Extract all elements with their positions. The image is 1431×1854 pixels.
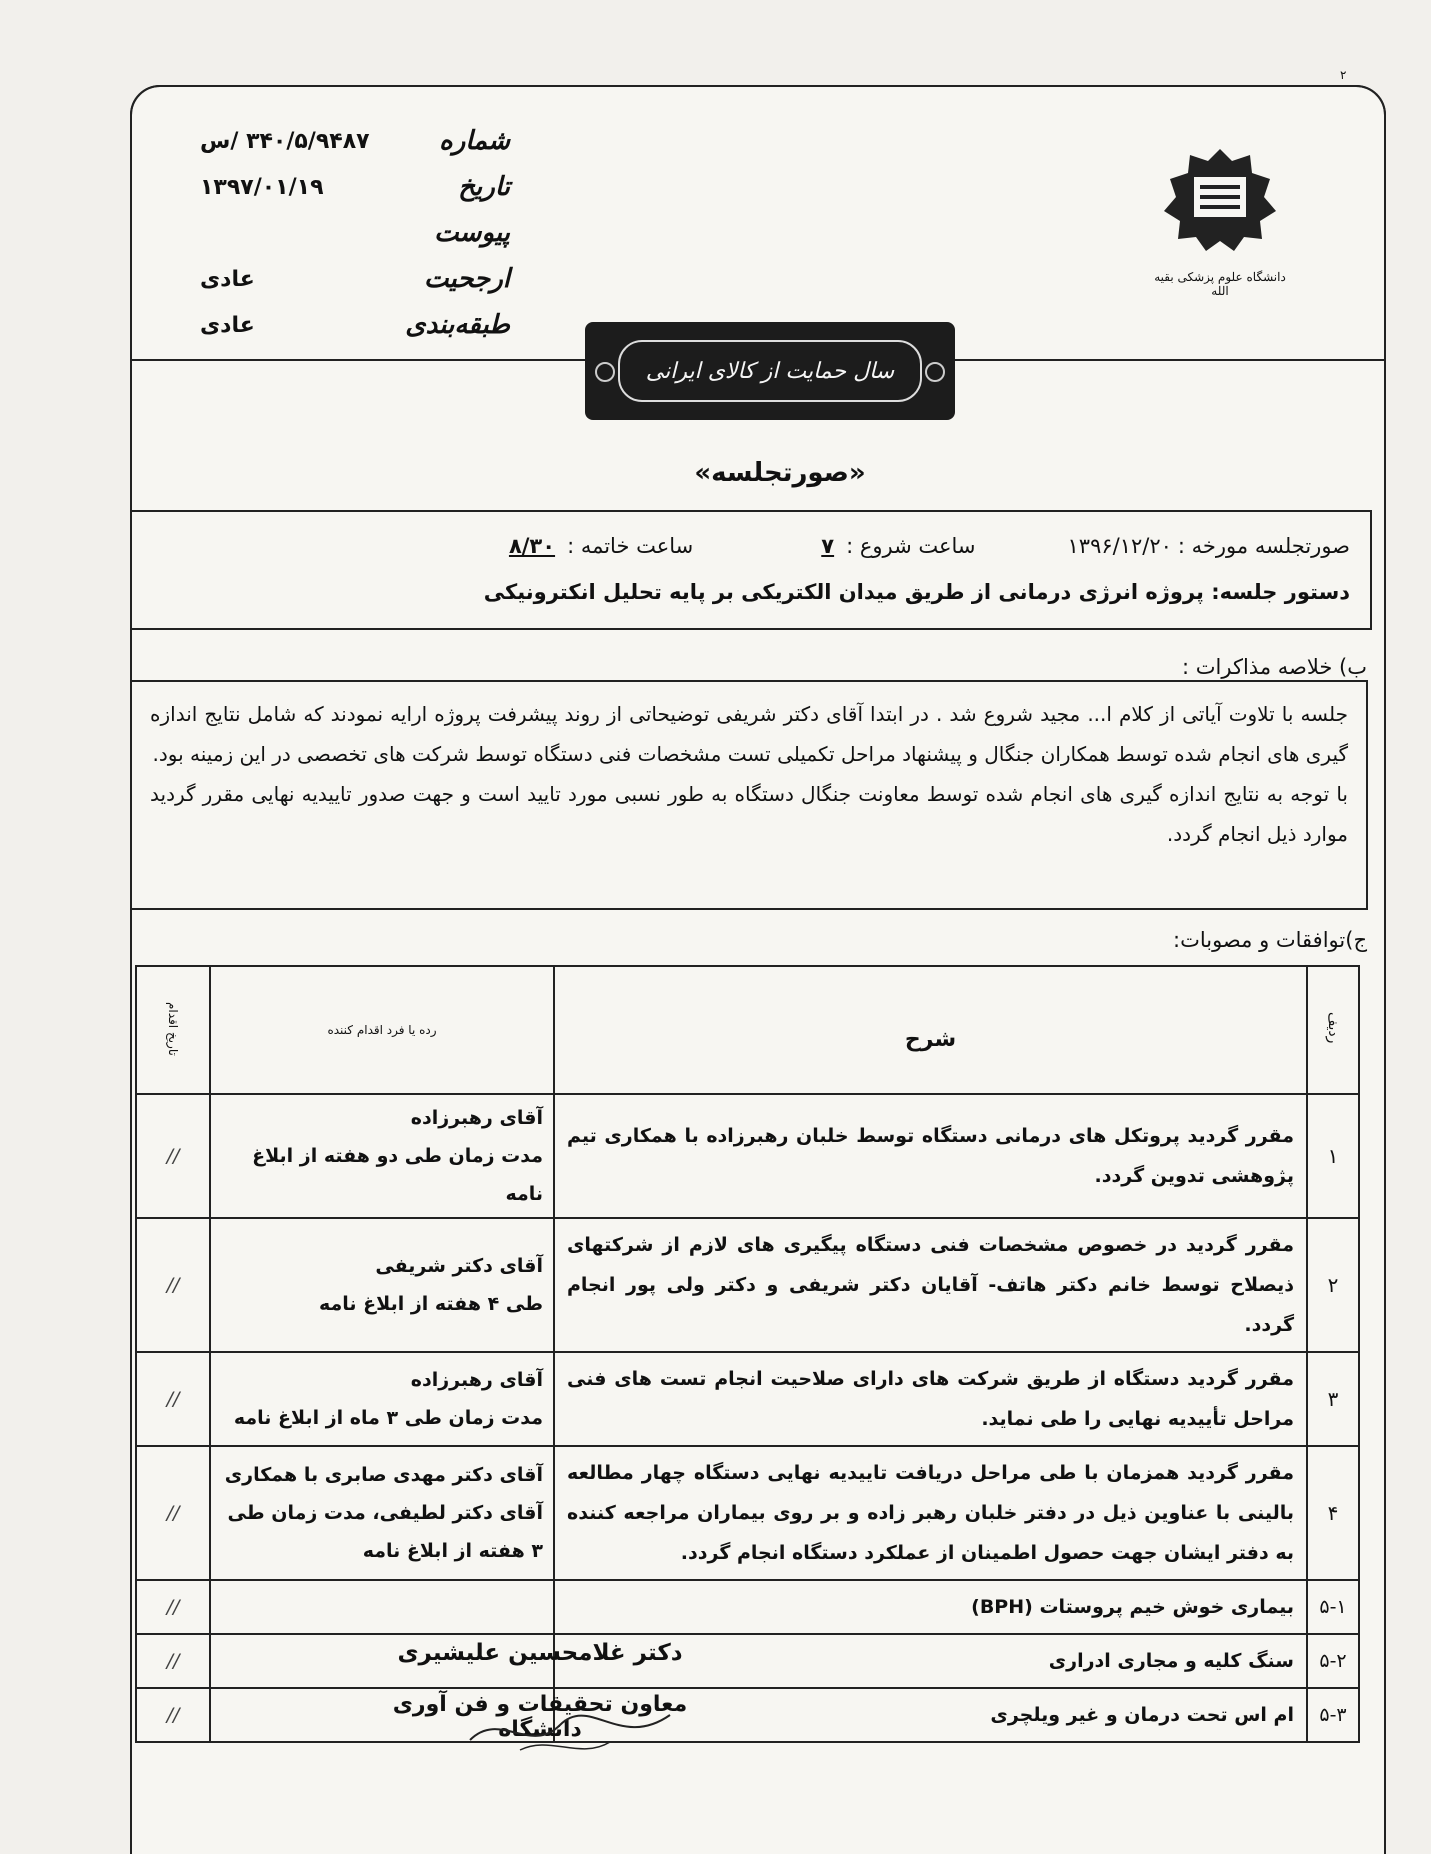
meta-number [150, 118, 510, 164]
row-date: // [136, 1446, 210, 1580]
summary-paragraph: جلسه با تلاوت آیاتی از کلام ا... مجید شروع شد . در ابتدا آقای دکتر شریفی توضیحاتی از روند پیشرفت پروژه ارایه نمودند که شامل نتایج اندازه گیری های انجام شده توسط همکاران جنگال و پیشنهاد مراحل تکمیلی تست مشخصات فنی دستگاه توسط شرکت های تخصصی در این زمینه بود. [150, 702, 1348, 766]
meta-attachment [150, 210, 510, 256]
header-action-date: تاریخ اقدام [136, 966, 210, 1094]
table-subrow [136, 1634, 1359, 1688]
meta-priority [150, 256, 510, 302]
signatory-name: دکتر غلامحسین علیشیری [397, 1640, 683, 1666]
session-end-label: ساعت خاتمه : [567, 534, 694, 558]
row-number: ۳ [1307, 1352, 1359, 1446]
subrow-number: ۵-۲ [1307, 1634, 1359, 1688]
meta-value: ۳۴۰/۵/۹۴۸۷ /س [200, 128, 370, 154]
subrow-description: بیماری خوش خیم پروستات (BPH) [554, 1580, 1307, 1634]
page-number: ۲ [1340, 68, 1347, 82]
table-subrow [136, 1688, 1359, 1742]
row-date: // [136, 1094, 210, 1218]
table-subrow [136, 1580, 1359, 1634]
logo-caption: دانشگاه علوم پزشکی بقیه الله [1154, 270, 1286, 298]
table-row [136, 1094, 1359, 1218]
meta-value: عادی [200, 312, 255, 338]
meta-classification [150, 302, 510, 348]
row-description: مقرر گردید در خصوص مشخصات فنی دستگاه پیگیری های لازم از شرکتهای ذیصلاح توسط خانم دکتر هاتف- آقایان دکتر شریفی و دکتر ولی پور انجام گردد. [554, 1218, 1307, 1352]
banner-text: سال حمایت از کالای ایرانی [618, 340, 922, 402]
university-logo-icon [1160, 145, 1280, 255]
session-info-box [130, 510, 1372, 630]
session-times [503, 534, 1350, 558]
signatory-title: معاون تحقیقات و فن آوری دانشگاه [392, 1692, 688, 1742]
meta-value: عادی [200, 266, 255, 292]
meta-date [150, 164, 510, 210]
subrow-description: سنگ کلیه و مجاری ادراری [554, 1634, 1307, 1688]
header-description: شرح [554, 966, 1307, 1094]
row-responsible: آقای دکتر شریفی طی ۴ هفته از ابلاغ نامه [210, 1218, 554, 1352]
letter-meta [150, 118, 510, 348]
row-date: // [136, 1218, 210, 1352]
banner-knot-icon [595, 362, 615, 382]
session-date-label: صورتجلسه مورخه : [1177, 534, 1350, 558]
summary-heading: ب) خلاصه مذاکرات : [1182, 655, 1367, 679]
resolutions-heading: ج)توافقات و مصوبات: [1173, 928, 1367, 952]
summary-box [130, 680, 1368, 910]
meta-label: طبقه‌بندی [405, 310, 510, 340]
row-number: ۴ [1307, 1446, 1359, 1580]
row-description: مقرر گردید همزمان با طی مراحل دریافت تاییدیه نهایی دستگاه چهار مطالعه بالینی با عناوین ذیل در دفتر خلبان رهبر زاده و بر روی بیماران مراجعه کننده به دفتر ایشان جهت حصول اطمینان از عملکرد دستگاه انجام گردد. [554, 1446, 1307, 1580]
session-start-value: ۷ [821, 534, 835, 558]
handwritten-signature-icon [460, 1700, 680, 1760]
subrow-date: // [136, 1688, 210, 1742]
meta-label: ارجحیت [423, 264, 510, 294]
session-end-value: ۸/۳۰ [508, 534, 556, 558]
resolutions-table [135, 965, 1360, 1743]
banner-knot-icon [925, 362, 945, 382]
meta-label: پیوست [434, 218, 510, 248]
subrow-number: ۵-۱ [1307, 1580, 1359, 1634]
table-row [136, 1352, 1359, 1446]
row-number: ۲ [1307, 1218, 1359, 1352]
meta-value: ۱۳۹۷/۰۱/۱۹ [200, 174, 324, 200]
table-row [136, 1446, 1359, 1580]
subrow-date: // [136, 1634, 210, 1688]
row-responsible: آقای رهبرزاده مدت زمان طی ۳ ماه از ابلاغ نامه [210, 1352, 554, 1446]
session-start-label: ساعت شروع : [846, 534, 976, 558]
header-responsible: رده یا فرد اقدام کننده [210, 966, 554, 1094]
table-header-row [136, 966, 1359, 1094]
row-description: مقرر گردید پروتکل های درمانی دستگاه توسط خلبان رهبرزاده با همکاری تیم پژوهشی تدوین گردد. [554, 1094, 1307, 1218]
subrow-date: // [136, 1580, 210, 1634]
summary-paragraph: با توجه به نتایج اندازه گیری های انجام شده توسط معاونت جنگال دستگاه به طور نسبی مورد تایید است و جهت صدور تاییدیه نهایی مقرر گردید موارد ذیل انجام گردد. [150, 782, 1348, 846]
meta-label: شماره [439, 126, 510, 156]
subrow-responsible [210, 1580, 554, 1634]
year-slogan-banner [585, 322, 955, 420]
document-title: «صورتجلسه» [694, 458, 866, 488]
session-date-value: ۱۳۹۶/۱۲/۲۰ [1067, 534, 1172, 558]
meta-label: تاریخ [458, 172, 510, 202]
row-number: ۱ [1307, 1094, 1359, 1218]
session-agenda: دستور جلسه: پروژه انرژی درمانی از طریق میدان الکتریکی بر پایه تحلیل انکترونیکی [483, 580, 1350, 604]
row-description: مقرر گردید دستگاه از طریق شرکت های دارای صلاحیت انجام تست های فنی مراحل تأییدیه نهایی را طی نماید. [554, 1352, 1307, 1446]
subrow-number: ۵-۳ [1307, 1688, 1359, 1742]
table-row [136, 1218, 1359, 1352]
header-row-number: ردیف [1307, 966, 1359, 1094]
row-date: // [136, 1352, 210, 1446]
row-responsible: آقای دکتر مهدی صابری با همکاری آقای دکتر لطیفی، مدت زمان طی ۳ هفته از ابلاغ نامه [210, 1446, 554, 1580]
row-responsible: آقای رهبرزاده مدت زمان طی دو هفته از ابلاغ نامه [210, 1094, 554, 1218]
subrow-description: ام اس تحت درمان و غیر ویلچری [554, 1688, 1307, 1742]
